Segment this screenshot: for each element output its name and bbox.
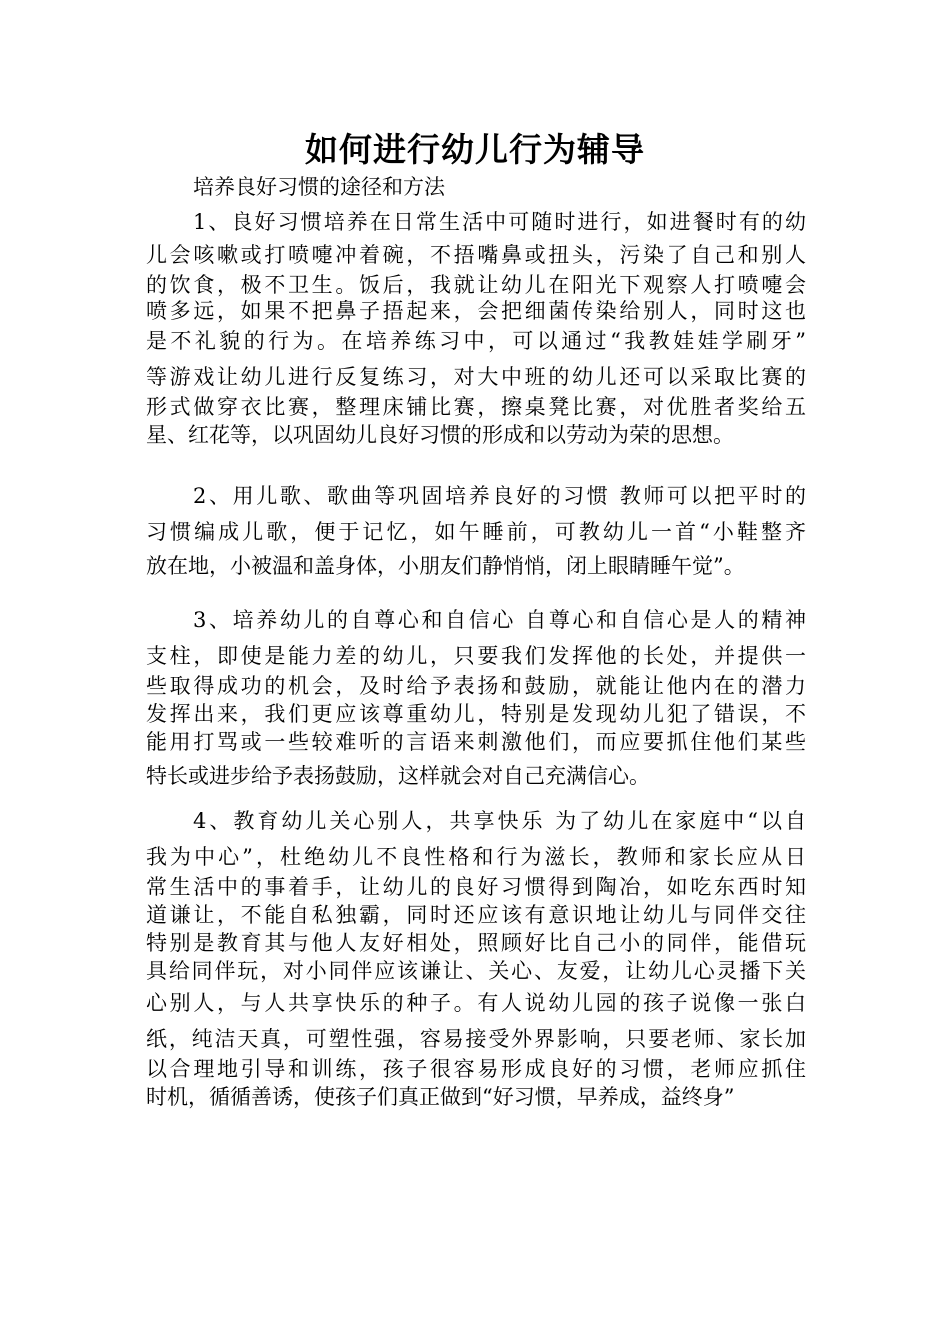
paragraph-line: 道谦让，不能自私独霸，同时还应该有意识地让幼儿与同伴交往	[146, 903, 806, 927]
paragraph-line: 以合理地引导和训练，孩子很容易形成良好的习惯，老师应抓住	[146, 1057, 806, 1081]
paragraph-line: 特长或进步给予表扬鼓励，这样就会对自己充满信心。	[146, 764, 650, 788]
paragraph-line: 特别是教育其与他人友好相处，照顾好比自己小的同伴，能借玩	[146, 931, 806, 955]
paragraph-2	[146, 480, 806, 584]
paragraph-line: 星、红花等，以巩固幼儿良好习惯的形成和以劳动为荣的思想。	[146, 423, 734, 447]
paragraph-line: 具给同伴玩，对小同伴应该谦让、关心、友爱，让幼儿心灵播下关	[146, 959, 806, 983]
paragraph-line: 3、培养幼儿的自尊心和自信心 自尊心和自信心是人的精神	[193, 608, 806, 632]
paragraph-line: 的饮食，极不卫生。饭后，我就让幼儿在阳光下观察人打喷嚏会	[146, 273, 806, 297]
paragraph-1	[146, 206, 806, 451]
paragraph-line: 2、用儿歌、歌曲等巩固培养良好的习惯 教师可以把平时的	[193, 484, 806, 508]
paragraph-line: 形式做穿衣比赛，整理床铺比赛，擦桌凳比赛，对优胜者奖给五	[146, 395, 806, 419]
paragraph-line: 习惯编成儿歌，便于记忆，如午睡前，可教幼儿一首“小鞋整齐	[146, 520, 806, 544]
paragraph-line: 心别人，与人共享快乐的种子。有人说幼儿园的孩子说像一张白	[146, 991, 806, 1015]
paragraph-line: 时机，循循善诱，使孩子们真正做到“好习惯，早养成，益终身”	[146, 1085, 735, 1109]
paragraph-line: 纸，纯洁天真，可塑性强，容易接受外界影响，只要老师、家长加	[146, 1027, 806, 1051]
paragraph-line: 能用打骂或一些较难听的言语来刺激他们，而应要抓住他们某些	[146, 730, 806, 754]
paragraph-4	[146, 805, 806, 1111]
paragraph-line: 4、教育幼儿关心别人，共享快乐 为了幼儿在家庭中“以自	[193, 809, 806, 833]
paragraph-line: 是不礼貌的行为。在培养练习中，可以通过“我教娃娃学刷牙”	[146, 329, 806, 353]
document-title: 如何进行幼儿行为辅导	[305, 130, 645, 169]
paragraph-line: 些取得成功的机会，及时给予表扬和鼓励，就能让他内在的潜力	[146, 674, 806, 698]
paragraph-line: 常生活中的事着手，让幼儿的良好习惯得到陶冶，如吃东西时知	[146, 875, 806, 899]
document-subtitle: 培养良好习惯的途径和方法	[193, 175, 445, 199]
paragraph-line: 我为中心”，杜绝幼儿不良性格和行为滋长，教师和家长应从日	[146, 845, 806, 869]
paragraph-line: 发挥出来，我们更应该尊重幼儿，特别是发现幼儿犯了错误，不	[146, 702, 806, 726]
paragraph-line: 等游戏让幼儿进行反复练习，对大中班的幼儿还可以采取比赛的	[146, 365, 806, 389]
paragraph-line: 喷多远，如果不把鼻子捂起来，会把细菌传染给别人，同时这也	[146, 299, 806, 323]
paragraph-3	[146, 604, 806, 794]
paragraph-line: 1、良好习惯培养在日常生活中可随时进行，如进餐时有的幼	[193, 210, 806, 234]
paragraph-line: 儿会咳嗽或打喷嚏冲着碗，不捂嘴鼻或扭头，污染了自己和别人	[146, 243, 806, 267]
paragraph-line: 支柱，即使是能力差的幼儿，只要我们发挥他的长处，并提供一	[146, 644, 806, 668]
paragraph-line: 放在地，小被温和盖身体，小朋友们静悄悄，闭上眼睛睡午觉”。	[146, 554, 745, 578]
